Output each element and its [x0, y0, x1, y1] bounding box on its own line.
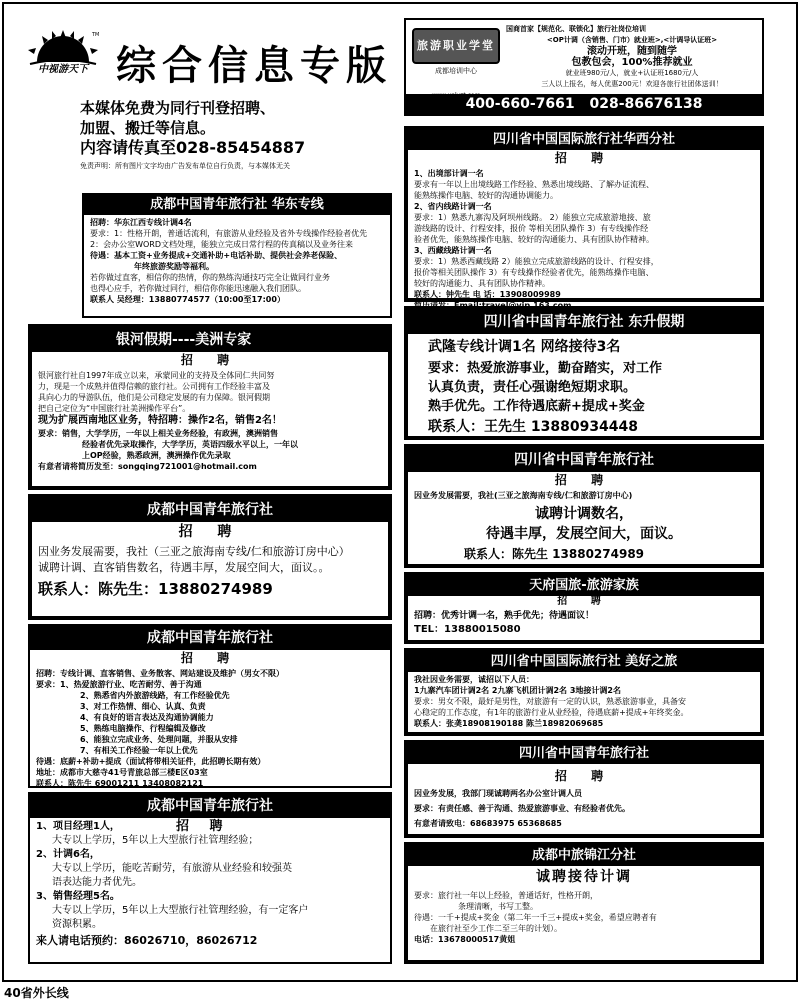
ad-line: 招聘：优秀计调一名，熟手优先；待遇面议！: [414, 611, 595, 621]
ad-line: 资源积累。: [52, 919, 102, 930]
ad-line: 年终旅游奖励等福利。: [134, 262, 214, 271]
training-ad: [404, 18, 764, 116]
ad-line: 条理清晰，书写工整。: [458, 902, 538, 911]
page-number: 40省外长线: [4, 986, 69, 1000]
ad-line: 要求：1：性格开朗，普通话流利，有旅游从业经验及省外专线操作经验者优先: [90, 229, 368, 238]
ad-header: 四川省中国国际旅行社 美好之旅: [408, 652, 760, 672]
training-line: 三人以上报名，每人优惠200元！欢迎各旅行社团体送训！: [541, 80, 723, 88]
ad-zhaopin: 招 聘: [178, 524, 242, 540]
ad-meihao: [404, 648, 764, 736]
ad-line: 大专以上学历，5年以上大型旅行社管理经验，有一定客户: [52, 905, 309, 916]
ad-line: 2、熟悉省内外旅游线路，有工作经验优先: [80, 691, 230, 700]
ad-zhaopin: 招 聘: [180, 353, 240, 367]
training-line: 就业班980元/人，就业+认证班1680元/人: [565, 69, 699, 77]
ad-line: 因业务发展需要，我社(三亚之旅海南专线/仁和旅游订房中心): [414, 491, 633, 500]
ad-title: 诚聘接待计调: [536, 869, 632, 885]
ad-line: 联系人：钟先生 电 话：13908009989: [414, 290, 561, 299]
ad-zhaopin: 招 聘: [554, 151, 614, 165]
ad-line: 因业务发展需要，我社（三亚之旅海南专线/仁和旅游订房中心）: [38, 545, 350, 558]
ad-line: 3、西藏线路计调一名: [414, 246, 492, 255]
ad-line: 5、熟练电脑操作、行程编辑及修改: [80, 724, 206, 733]
ad-header: 四川省中国青年旅行社: [408, 448, 760, 472]
ad-contact: 来人请电话预约：86026710，86026712: [36, 934, 258, 947]
ad-line: 要求：有责任感、善于沟通、热爱旅游事业、有经验者优先。: [414, 804, 630, 813]
ad-line: 招聘：专线计调、直客销售、业务散客、网站建设及维护（男女不限）: [36, 669, 284, 678]
ad-qingnian-chen: [28, 494, 392, 620]
ad-line: 验者优先，能熟练操作电脑、较好的沟通能力、具有团队协作精神。: [414, 235, 654, 244]
ad-line: 2：会办公室WORD文档处理，能独立完成日常行程的传真稿以及业务往来: [90, 240, 354, 249]
ad-line: 联系人：张䶮18908190188 陈兰18982069685: [414, 719, 604, 728]
ad-line: 诚聘计调、直客销售数名，待遇丰厚，发展空间大，面议。。: [38, 561, 330, 574]
ad-huaxi: [404, 126, 764, 310]
ad-line: 1九寨汽车团计调2名 2九寨飞机团计调2名 3地接计调2名: [414, 686, 621, 695]
ad-line: 3、销售经理5名。: [36, 891, 120, 902]
ad-line: 心稳定的工作态度，有1年的旅游行业从业经验，待遇底薪+提成+年终奖金。: [414, 708, 689, 717]
ad-zhaopin: 招 聘: [176, 819, 231, 834]
ad-line: 较好的沟通能力、具有团队协作精神。: [414, 279, 550, 288]
ad-line: 能熟练操作电脑、较好的沟通协调能力。: [414, 191, 558, 200]
ad-line: 要求：热爱旅游事业，勤奋踏实，对工作: [428, 361, 663, 376]
ad-line: 也得心应手，若你做过同行，相信你你能迅速融入我们团队。: [90, 284, 306, 293]
ad-line: 要求：1、热爱旅游行业、吃苦耐劳、善于沟通: [36, 680, 202, 689]
ad-line: 因业务发展，我部门现诚聘两名办公室计调人员: [414, 789, 582, 798]
ad-zhaopin: 招 聘: [180, 651, 240, 665]
ad-line: 要求：旅行社一年以上经验，普通话好，性格开朗，: [414, 891, 598, 900]
ad-header: 天府国旅-旅游家族: [408, 576, 760, 596]
ad-dongsheng: [404, 306, 764, 440]
ad-line: 待遇丰厚，发展空间大，面议。: [486, 526, 682, 542]
notice-line-3: 内容请传真至028-85454887: [80, 138, 306, 157]
ad-line: 认真负责，责任心强谢绝短期求职。: [428, 380, 637, 395]
ad-line: 上OP经验，熟悉政洲，澳洲操作优先录取: [82, 451, 231, 460]
ad-zhaopin: 招 聘: [554, 473, 614, 487]
ad-line: 7、有相关工作经验一年以上优先: [80, 746, 198, 755]
ad-line: 联系人：王先生 13880934448: [428, 419, 639, 435]
ad-yinhe: [28, 324, 392, 490]
ad-line: 3、对工作热情、细心、认真、负责: [80, 702, 206, 711]
ad-line: 要求：1）熟悉西藏线路 2）能独立完成旅游线路的设计、行程安排，: [414, 257, 659, 266]
ad-line: 有意者请将简历发至：songqing721001@hotmail.com: [38, 462, 257, 471]
ad-line: 现为扩展西南地区业务，特招聘：操作2名，销售2名！: [38, 415, 282, 426]
ad-line: 我社因业务需要，诚招以下人员：: [414, 675, 534, 684]
ad-line: 联系人：陈先生 69001211 13408082121: [36, 779, 204, 788]
page-title: 综合信息专版: [116, 43, 392, 89]
ad-line: 2、省内线路计调一名: [414, 202, 492, 211]
notice-line-1: 本媒体免费为同行刊登招聘、: [80, 99, 276, 117]
ad-header: 四川省中国国际旅行社华西分社: [408, 130, 760, 150]
ad-qingnian-multi: [28, 624, 392, 788]
ad-line: 招聘：华东江西专线计调4名: [90, 218, 192, 227]
ad-line: 游线路的设计、行程安排，报价 等相关团队操作 3）有专线操作经: [414, 224, 649, 233]
ad-line: 把自己定位为“中国旅行社美洲操作平台”。: [38, 404, 191, 413]
ad-line: 若你做过直客，相信你的热情，你的熟练沟通技巧完全让做同行业务: [90, 273, 330, 282]
training-line: 滚动开班，随到随学: [587, 46, 677, 57]
ad-line: 待遇：基本工资+业务提成+交通补助+电话补助、提供社会养老保险、: [90, 251, 343, 260]
ad-line: 大专以上学历，5年以上大型旅行社管理经验；: [52, 835, 259, 846]
ad-line: 要求：1）熟悉九寨沟及阿坝州线路。 2）能独立完成旅游地接、旅: [414, 213, 651, 222]
ad-line: 2、计调6名，: [36, 849, 100, 860]
ad-line: 联系人 吴经理：13880774577（10:00至17:00）: [90, 295, 285, 304]
ad-line: 银河旅行社自1997年成立以来，承蒙同业的支持及全体同仁共同努: [38, 371, 275, 380]
training-line: 包教包会，100%推荐就业: [571, 57, 693, 68]
ad-line: 电话：13678000517黄姐: [414, 935, 516, 944]
ad-line: 诚聘计调数名，: [535, 506, 633, 522]
ad-line: 要求：销售，大学学历，一年以上相关业务经验，有政洲，澳洲销售: [38, 429, 278, 438]
ad-huadong: [82, 193, 392, 318]
ad-header: 成都中国青年旅行社 华东专线: [84, 195, 390, 215]
ad-line: 经验者优先录取操作，大学学历，英语四级水平以上，一年以: [82, 440, 298, 449]
ad-line: 1、出境部计调一名: [414, 169, 484, 178]
ad-line: 具向心力的导游队伍，他们是公司稳定发展的有力保障。银河假期: [38, 393, 270, 402]
ad-line: 报价等相关团队操作 3）有专线操作经验者优先，能熟练操作电脑、: [414, 268, 654, 277]
ad-contact: 联系人：陈先生 13880274989: [464, 547, 645, 561]
ad-qingnian-manager: [28, 792, 392, 964]
ad-jinjiang: [404, 842, 764, 964]
ad-qingnian-chen2: [404, 444, 764, 568]
ad-line: TEL：13880015080: [414, 624, 521, 635]
ad-zhaopin: 招 聘: [554, 769, 614, 783]
ad-line: 语表达能力者优先。: [52, 877, 142, 888]
training-body: [506, 24, 758, 90]
ad-tianfu: [404, 572, 764, 644]
ad-sichuan-qn: [404, 740, 764, 838]
training-phone: 400-660-7661 028-86676138: [406, 94, 762, 114]
ad-line: 4、有良好的语言表达及沟通协调能力: [80, 713, 214, 722]
ad-line: 6、能独立完成业务、处理问题，并服从安排: [80, 735, 238, 744]
ad-line: 要求有一年以上出境线路工作经验、熟悉出境线路、了解办证流程、: [414, 180, 654, 189]
ad-line: 待遇：底薪+补助+提成（面试将带相关证件，此招聘长期有效）: [36, 757, 266, 766]
logo-text: 中视游天下: [38, 64, 88, 75]
ad-line: 有意者请致电：68683975 65368685: [414, 819, 562, 828]
ad-header: 四川省中国青年旅行社 东升假期: [408, 310, 760, 334]
training-logo-sub: 成都培训中心: [435, 67, 477, 75]
ad-line: 地址：成都市大慈寺41号青旅总部三楼E区03室: [36, 768, 208, 777]
ad-line: 力，现是一个成熟并值得信赖的旅行社。公司拥有工作经验丰富及: [38, 382, 270, 391]
ad-header: 成都中国青年旅行社: [30, 626, 390, 650]
disclaimer: 免责声明：所有图片文字均由广告发布单位自行负责，与本媒体无关: [80, 162, 290, 170]
training-line: <OP计调（含销售、门市）就业班>,<计调导认证班>: [546, 36, 718, 44]
ad-header: 成都中国青年旅行社: [30, 794, 390, 818]
training-logo: 旅游职业学堂: [412, 28, 500, 64]
ad-header: 成都中国青年旅行社: [32, 498, 388, 522]
ad-line: 要求：男女不限，最好是男性，对旅游有一定的认识，熟悉旅游事业，具备安: [414, 697, 686, 706]
ad-line: 熟手优先。工作待遇底薪+提成+奖金: [428, 399, 645, 414]
ad-contact: 联系人：陈先生：13880274989: [38, 580, 273, 598]
ad-line: 在旅行社至少工作二至三年的计划）。: [430, 924, 562, 933]
ad-line: 1、项目经理1人，: [36, 821, 120, 832]
ad-line: 简历请发：Email:travel@vip.163.com: [414, 301, 572, 310]
notice-line-2: 加盟、搬迁等信息。: [80, 119, 216, 137]
ad-header: 四川省中国青年旅行社: [408, 744, 760, 764]
free-notice: [80, 98, 390, 172]
ad-header: 银河假期----美洲专家: [32, 328, 388, 352]
training-line: 国商首家【规范化、联锁化】旅行社岗位培训: [506, 25, 646, 33]
ad-line: 待遇：一千+提成+奖金（第二年一千三+提成+奖金，希望应聘者有: [414, 913, 657, 922]
ad-line: 武隆专线计调1名 网络接待3名: [428, 339, 621, 355]
ad-line: 大专以上学历，能吃苦耐劳，有旅游从业经验和较强英: [52, 863, 292, 874]
ad-header: 成都中旅锦江分社: [408, 846, 760, 866]
ad-zhaopin: 招 聘: [557, 596, 611, 607]
svg-text:TM: TM: [92, 32, 100, 38]
